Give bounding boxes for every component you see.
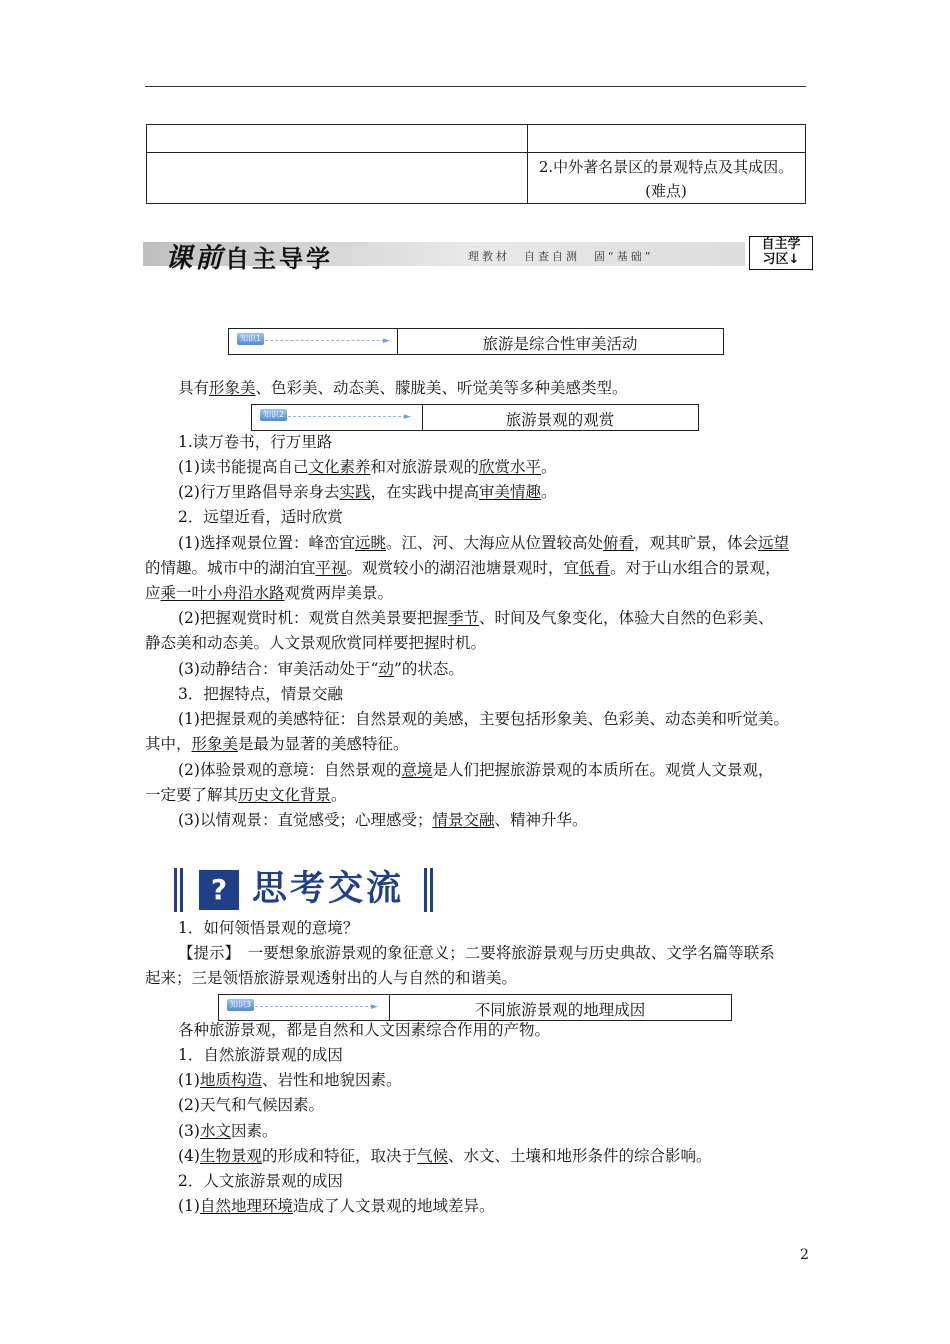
paragraph: 2．远望近看，适时欣赏 <box>178 508 343 526</box>
dashed-arrow-line <box>255 1006 373 1007</box>
paragraph: 起来；三是领悟旅游景观透射出的人与自然的和谐美。 <box>145 969 518 987</box>
paragraph: 【提示】 一要想象旅游景观的象征意义；二要将旅游景观与历史典故、文学名篇等联系 <box>178 944 775 962</box>
paragraph: (3)动静结合：审美活动处于“动”的状态。 <box>178 660 464 678</box>
paragraph: 应乘一叶小舟沿水路观赏两岸美景。 <box>145 584 394 602</box>
paragraph: (2)把握观赏时机：观赏自然美景要把握季节、时间及气象变化，体验大自然的色彩美、 <box>178 609 774 627</box>
banner-title: 课前自主导学 <box>165 243 333 274</box>
paragraph: (3)以情观景：直觉感受；心理感受；情景交融、精神升华。 <box>178 811 588 829</box>
page-number: 2 <box>800 1247 809 1263</box>
objectives-table <box>146 124 806 204</box>
self-study-box: 自主学 习区↓ <box>749 236 813 270</box>
knowledge-box-1 <box>228 328 724 355</box>
table-divider <box>527 125 528 203</box>
banner-subtitle: 理教材 自查自测 固“基础” <box>468 250 654 263</box>
section-banner <box>143 236 815 274</box>
paragraph: 3．把握特点，情景交融 <box>178 685 343 703</box>
paragraph: 一定要了解其历史文化背景。 <box>145 786 347 804</box>
think-title: 思考交流 <box>252 869 405 909</box>
paragraph: 的情趣。城市中的湖泊宜平视。观赏较小的湖沼池塘景观时，宜低看。对于山水组合的景观， <box>145 559 781 577</box>
paragraph: 各种旅游景观，都是自然和人文因素综合作用的产物。 <box>178 1021 551 1039</box>
paragraph: (3)水文因素。 <box>178 1122 278 1140</box>
knowledge-box-3 <box>218 994 732 1021</box>
arrow-icon: ► <box>404 412 411 422</box>
dashed-arrow-line <box>265 340 385 341</box>
knowledge-tag: 知识1 <box>237 333 264 345</box>
paragraph: 静态美和动态美。人文景观欣赏同样要把握时机。 <box>145 634 487 652</box>
header-rule <box>145 86 806 87</box>
knowledge-tag: 知识2 <box>260 409 287 421</box>
left-bars <box>174 868 183 912</box>
paragraph: 其中，形象美是最为显著的美感特征。 <box>145 735 409 753</box>
paragraph: (1)读书能提高自己文化素养和对旅游景观的欣赏水平。 <box>178 458 557 476</box>
paragraph: (1)地质构造、岩性和地貌因素。 <box>178 1071 402 1089</box>
arrow-icon: ► <box>371 1002 378 1012</box>
paragraph: (4)生物景观的形成和特征，取决于气候、水文、土壤和地形条件的综合影响。 <box>178 1147 712 1165</box>
right-bars <box>424 868 433 912</box>
paragraph: 1．如何领悟景观的意境？ <box>178 919 359 937</box>
paragraph: (2)天气和气候因素。 <box>178 1096 324 1114</box>
paragraph: (2)行万里路倡导亲身去实践，在实践中提高审美情趣。 <box>178 483 557 501</box>
paragraph: 2．人文旅游景观的成因 <box>178 1172 343 1190</box>
arrow-icon: ► <box>383 336 390 346</box>
paragraph: 1.读万卷书，行万里路 <box>178 433 333 451</box>
dashed-arrow-line <box>288 416 406 417</box>
paragraph: (2)体验景观的意境：自然景观的意境是人们把握旅游景观的本质所在。观赏人文景观， <box>178 761 774 779</box>
knowledge-tag: 知识3 <box>227 999 254 1011</box>
paragraph: 1．自然旅游景观的成因 <box>178 1046 343 1064</box>
question-icon: ? <box>199 870 239 910</box>
paragraph: 具有形象美、色彩美、动态美、朦胧美、听觉美等多种美感类型。 <box>178 379 628 397</box>
paragraph: (1)选择观景位置：峰峦宜远眺。江、河、大海应从位置较高处俯看，观其旷景，体会远望 <box>178 534 790 552</box>
knowledge-title: 旅游是综合性审美活动 <box>482 335 638 353</box>
think-exchange-heading <box>172 866 442 914</box>
table-cell: 2.中外著名景区的景观特点及其成因。(难点) <box>538 158 794 200</box>
paragraph: (1)自然地理环境造成了人文景观的地域差异。 <box>178 1197 495 1215</box>
table-row <box>147 125 805 153</box>
paragraph: (1)把握景观的美感特征：自然景观的美感，主要包括形象美、色彩美、动态美和听觉美。 <box>178 710 789 728</box>
knowledge-box-2 <box>251 404 699 431</box>
knowledge-title: 旅游景观的观赏 <box>505 411 615 429</box>
knowledge-title: 不同旅游景观的地理成因 <box>474 1001 646 1019</box>
